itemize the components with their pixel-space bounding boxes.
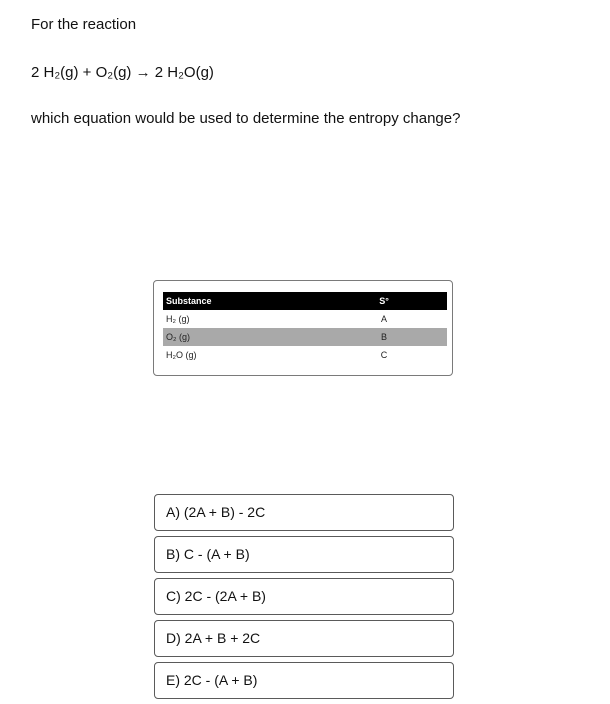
- entropy-cell: A: [380, 314, 387, 324]
- entropy-cell: C: [380, 350, 388, 360]
- substance-cell: H₂ (g): [166, 314, 190, 324]
- choice-b-button[interactable]: B) C - (A + B): [154, 536, 454, 573]
- substance-header: Substance: [163, 292, 321, 310]
- table-header-row: [163, 292, 447, 310]
- table-row: [163, 310, 447, 328]
- entropy-table-card: [153, 280, 453, 376]
- choice-c-button[interactable]: C) 2C - (2A + B): [154, 578, 454, 615]
- question-prompt: which equation would be used to determine the entropy change?: [31, 110, 461, 127]
- reaction-equation: 2 H₂(g) + O₂(g) → 2 H₂O(g): [31, 64, 214, 81]
- entropy-cell: B: [321, 328, 447, 346]
- choice-d-button[interactable]: D) 2A + B + 2C: [154, 620, 454, 657]
- table-row: [163, 346, 447, 364]
- answer-choices: [154, 494, 454, 704]
- substance-cell: O₂ (g): [163, 328, 321, 346]
- choice-e-button[interactable]: E) 2C - (A + B): [154, 662, 454, 699]
- choice-a-button[interactable]: A) (2A + B) - 2C: [154, 494, 454, 531]
- entropy-table: [163, 292, 447, 364]
- entropy-header: S°: [321, 292, 447, 310]
- question-intro: For the reaction: [31, 16, 137, 33]
- table-row: [163, 328, 447, 346]
- substance-cell: H₂O (g): [166, 350, 197, 360]
